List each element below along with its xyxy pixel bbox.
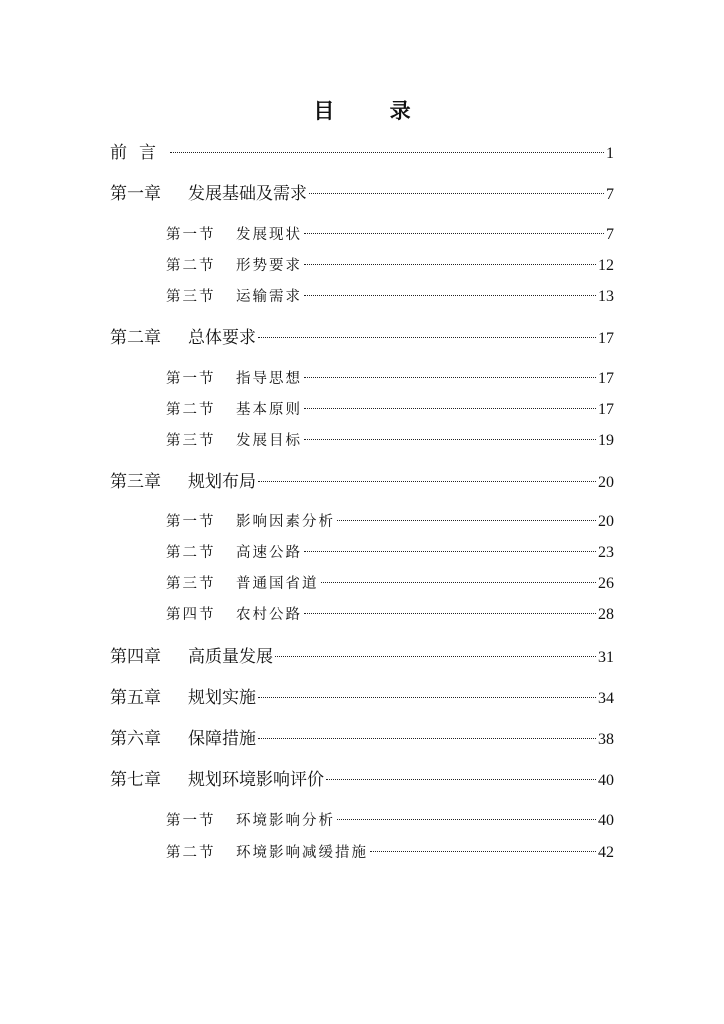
toc-entry-label: 环境影响分析 [236,813,335,829]
toc-entry-number: 第二节 [166,845,216,861]
toc-entry-chapter-1[interactable] [110,181,614,207]
toc-entry-chapter-6[interactable] [110,726,614,752]
toc-page-number: 20 [598,513,614,530]
toc-page-number: 38 [598,731,614,748]
toc-entry-number: 第一节 [166,371,216,387]
toc-entry-preface[interactable] [110,140,614,166]
toc-entry-number: 第三章 [110,472,161,492]
dot-leader [258,697,596,698]
toc-entry-number: 第四节 [166,607,216,623]
toc-page-number: 23 [598,544,614,561]
dot-leader [304,295,596,296]
dot-leader [304,551,596,552]
dot-leader [304,613,596,614]
toc-entry-section-2-3[interactable] [166,428,614,454]
toc-entry-label: 形势要求 [236,258,302,274]
toc-entry-number: 第一节 [166,227,216,243]
toc-entry-number: 第三节 [166,289,216,305]
toc-entry-label: 农村公路 [236,607,302,623]
dot-leader [321,582,597,583]
dot-leader [258,738,596,739]
toc-entry-number: 第七章 [110,770,161,790]
dot-leader [309,193,604,194]
toc-entry-label: 规划布局 [188,472,256,492]
toc-page-number: 19 [598,432,614,449]
toc-entry-label: 普通国省道 [236,576,319,592]
toc-page-number: 13 [598,288,614,305]
toc-entry-number: 第二章 [110,328,161,348]
toc-entry-label: 规划环境影响评价 [188,770,324,790]
dot-leader [337,520,596,521]
dot-leader [275,656,596,657]
toc-entry-section-3-3[interactable] [166,571,614,597]
dot-leader [170,152,604,153]
toc-entry-label: 总体要求 [188,328,256,348]
toc-entry-section-3-2[interactable] [166,540,614,566]
dot-leader [337,819,596,820]
toc-entry-chapter-2[interactable] [110,325,614,351]
toc-entry-number: 第二节 [166,545,216,561]
toc-page-number: 17 [598,330,614,347]
toc-entry-number: 第三节 [166,576,216,592]
toc-entry-section-2-2[interactable] [166,397,614,423]
toc-entry-label: 环境影响减缓措施 [236,845,368,861]
toc-entry-section-2-1[interactable] [166,366,614,392]
toc-page-number: 31 [598,649,614,666]
toc-entry-label: 发展目标 [236,433,302,449]
dot-leader [370,851,596,852]
toc-entry-label: 影响因素分析 [236,514,335,530]
toc-entry-label: 运输需求 [236,289,302,305]
toc-entry-number: 第六章 [110,729,161,749]
dot-leader [304,439,596,440]
toc-entry-label: 基本原则 [236,402,302,418]
toc-entry-label: 发展基础及需求 [188,184,307,204]
toc-page-number: 20 [598,474,614,491]
toc-entry-chapter-3[interactable] [110,469,614,495]
toc-entry-number: 第一节 [166,514,216,530]
toc-entry-number: 第二节 [166,258,216,274]
toc-entry-number: 第二节 [166,402,216,418]
toc-page-number: 42 [598,844,614,861]
toc-page-number: 40 [598,812,614,829]
toc-entry-number: 第五章 [110,688,161,708]
dot-leader [304,233,604,234]
toc-entry-section-3-1[interactable] [166,509,614,535]
toc-entry-number: 第三节 [166,433,216,449]
toc-entry-label: 发展现状 [236,227,302,243]
dot-leader [304,408,596,409]
toc-page-number: 17 [598,370,614,387]
toc-page-number: 7 [606,186,614,203]
toc-entry-section-1-2[interactable] [166,253,614,279]
toc-entry-section-1-3[interactable] [166,284,614,310]
dot-leader [258,337,596,338]
dot-leader [304,264,596,265]
toc-page-number: 40 [598,772,614,789]
toc-entry-number: 第一章 [110,184,161,204]
toc-entry-number: 第一节 [166,813,216,829]
toc-page-number: 28 [598,606,614,623]
toc-entry-number: 第四章 [110,647,161,667]
dot-leader [258,481,596,482]
page-title: 目 录 [313,99,435,123]
dot-leader [304,377,596,378]
dot-leader [326,779,596,780]
toc-entry-section-7-1[interactable] [166,808,614,834]
toc-page-number: 7 [606,226,614,243]
toc-entry-label: 保障措施 [188,729,256,749]
toc-entry-section-3-4[interactable] [166,602,614,628]
toc-entry-number: 前言 [110,143,168,163]
toc-page-number: 26 [598,575,614,592]
toc-entry-label: 规划实施 [188,688,256,708]
toc-page-number: 1 [606,145,614,162]
toc-entry-label: 高质量发展 [188,647,273,667]
toc-entry-chapter-5[interactable] [110,685,614,711]
toc-entry-chapter-4[interactable] [110,644,614,670]
toc-entry-section-7-2[interactable] [166,840,614,866]
toc-entry-label: 高速公路 [236,545,302,561]
toc-entry-chapter-7[interactable] [110,767,614,793]
toc-page-number: 17 [598,401,614,418]
toc-page-number: 12 [598,257,614,274]
toc-entry-label: 指导思想 [236,371,302,387]
toc-entry-section-1-1[interactable] [166,222,614,248]
toc-page-number: 34 [598,690,614,707]
